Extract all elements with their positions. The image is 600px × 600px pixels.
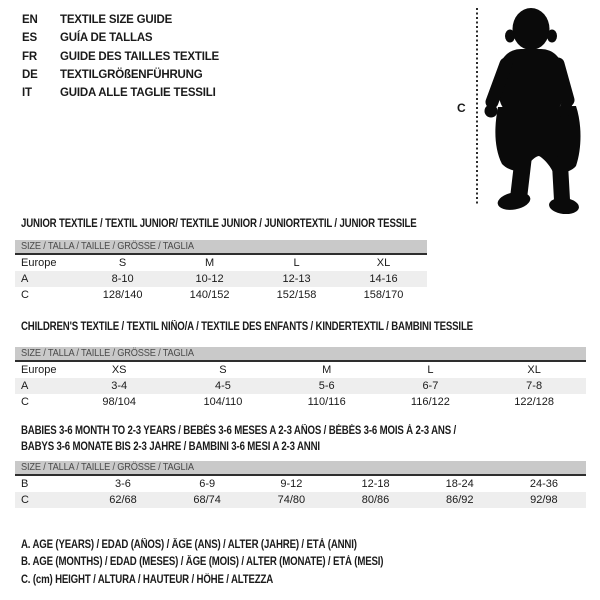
table-rows <box>15 255 427 303</box>
size-header-bar <box>15 461 586 476</box>
cell-value: 128/140 <box>102 289 143 301</box>
size-header-text: SIZE / TALLA / TAILLE / GRÖSSE / TAGLIA <box>21 240 194 252</box>
table-row <box>15 394 586 410</box>
height-measure-line <box>476 8 478 206</box>
section-title-line: JUNIOR TEXTILE / TEXTIL JUNIOR/ TEXTILE JUNIOR / JUNIORTEXTIL / JUNIOR TESSILE <box>21 218 417 230</box>
cell-value: 6-9 <box>199 478 216 490</box>
cell-value: XL <box>527 364 541 376</box>
language-row <box>22 29 219 47</box>
junior-textile-title <box>21 217 492 233</box>
cell-value: 6-7 <box>422 380 439 392</box>
row-label: B <box>21 478 29 490</box>
cell-value: M <box>204 257 215 269</box>
row-label: A <box>21 273 29 285</box>
babies-size-table <box>15 461 586 508</box>
language-text: GUIDA ALLE TAGLIE TESSILI <box>60 87 216 100</box>
table-row <box>15 287 427 303</box>
language-row <box>22 48 219 66</box>
baby-silhouette-icon <box>483 2 595 214</box>
height-measure-label: C <box>457 101 466 115</box>
table-rows <box>15 476 586 508</box>
cell-value: 3-6 <box>115 478 131 490</box>
cell-value: 110/116 <box>307 396 346 408</box>
section-title-line: BABYS 3-6 MONATE BIS 2-3 JAHRE / BAMBINI 3-6 MESI A 2-3 ANNI <box>21 440 320 453</box>
cell-value: 122/128 <box>514 396 555 408</box>
cell-value: 158/170 <box>363 289 404 301</box>
language-code: ES <box>22 32 37 45</box>
cell-value: 152/158 <box>276 289 317 301</box>
section-title-line: BABIES 3-6 MONTH TO 2-3 YEARS / BEBÉS 3-6 MESES A 2-3 AÑOS / BÉBÉS 3-6 MOIS À 2-3 ANS / <box>21 425 457 437</box>
cell-value: 3-4 <box>111 380 128 392</box>
cell-value: 10-12 <box>195 273 224 285</box>
cell-value: 5-6 <box>318 380 335 392</box>
table-row <box>15 492 586 508</box>
size-header-text: SIZE / TALLA / TAILLE / GRÖSSE / TAGLIA <box>21 347 194 359</box>
children-size-table <box>15 347 586 410</box>
table-row <box>15 378 586 394</box>
cell-value: 12-18 <box>361 478 390 490</box>
size-header-text: SIZE / TALLA / TAILLE / GRÖSSE / TAGLIA <box>21 461 194 473</box>
cell-value: 8-10 <box>111 273 134 285</box>
cell-value: S <box>118 257 127 269</box>
language-row <box>22 84 219 102</box>
footnotes <box>21 537 452 589</box>
footnote-line: B. AGE (MONTHS) / EDAD (MESES) / ÂGE (MOIS) / ALTER (MONATE) / ETÀ (MESI) <box>21 556 384 569</box>
cell-value: M <box>322 364 332 376</box>
cell-value: 4-5 <box>214 380 231 392</box>
language-code: EN <box>22 14 38 26</box>
row-label: Europe <box>21 364 57 376</box>
size-header-bar <box>15 240 427 255</box>
language-text: TEXTILE SIZE GUIDE <box>60 14 173 26</box>
table-row <box>15 255 427 271</box>
cell-value: 7-8 <box>526 380 543 392</box>
language-row <box>22 11 219 29</box>
cell-value: 62/68 <box>109 494 137 506</box>
children-textile-title <box>21 320 559 336</box>
size-header-bar <box>15 347 586 362</box>
language-list <box>22 11 219 102</box>
table-row <box>15 271 427 287</box>
table-row <box>15 476 586 492</box>
language-row <box>22 66 219 84</box>
cell-value: 104/110 <box>203 396 243 408</box>
language-code: DE <box>22 68 38 81</box>
row-label: C <box>21 396 29 408</box>
table-row <box>15 362 586 378</box>
cell-value: 18-24 <box>445 478 474 490</box>
cell-value: 68/74 <box>193 494 221 506</box>
cell-value: 116/122 <box>410 396 450 408</box>
language-code: FR <box>22 50 37 63</box>
cell-value: XS <box>111 364 127 376</box>
cell-value: 80/86 <box>361 494 390 506</box>
cell-value: 86/92 <box>445 494 474 506</box>
cell-value: 14-16 <box>369 273 398 285</box>
cell-value: 12-13 <box>282 273 311 285</box>
cell-value: XL <box>376 257 391 269</box>
language-text: TEXTILGRÖßENFÜHRUNG <box>60 68 203 81</box>
cell-value: 98/104 <box>102 396 137 408</box>
cell-value: L <box>293 257 300 269</box>
section-title-line: CHILDREN'S TEXTILE / TEXTIL NIÑO/A / TEXTILE DES ENFANTS / KINDERTEXTIL / BAMBINI TESSILE <box>21 321 473 333</box>
footnote-line: C. (cm) HEIGHT / ALTURA / HAUTEUR / HÖHE / ALTEZZA <box>21 573 274 586</box>
cell-value: 92/98 <box>530 494 558 506</box>
cell-value: 24-36 <box>529 478 558 490</box>
cell-value: 140/152 <box>189 289 230 301</box>
row-label: A <box>21 380 29 392</box>
footnote-line: A. AGE (YEARS) / EDAD (AÑOS) / ÂGE (ANS) / ALTER (JAHRE) / ETÀ (ANNI) <box>21 539 357 551</box>
cell-value: 9-12 <box>280 478 303 490</box>
baby-figure <box>450 0 600 216</box>
row-label: Europe <box>21 257 57 269</box>
row-label: C <box>21 494 29 506</box>
language-text: GUIDE DES TAILLES TEXTILE <box>60 50 219 63</box>
babies-textile-title <box>21 424 539 455</box>
cell-value: L <box>427 364 434 376</box>
table-rows <box>15 362 586 410</box>
junior-size-table <box>15 240 427 303</box>
language-text: GUÍA DE TALLAS <box>60 32 153 45</box>
language-code: IT <box>22 87 32 100</box>
cell-value: S <box>219 364 227 376</box>
row-label: C <box>21 289 29 301</box>
cell-value: 74/80 <box>277 494 306 506</box>
